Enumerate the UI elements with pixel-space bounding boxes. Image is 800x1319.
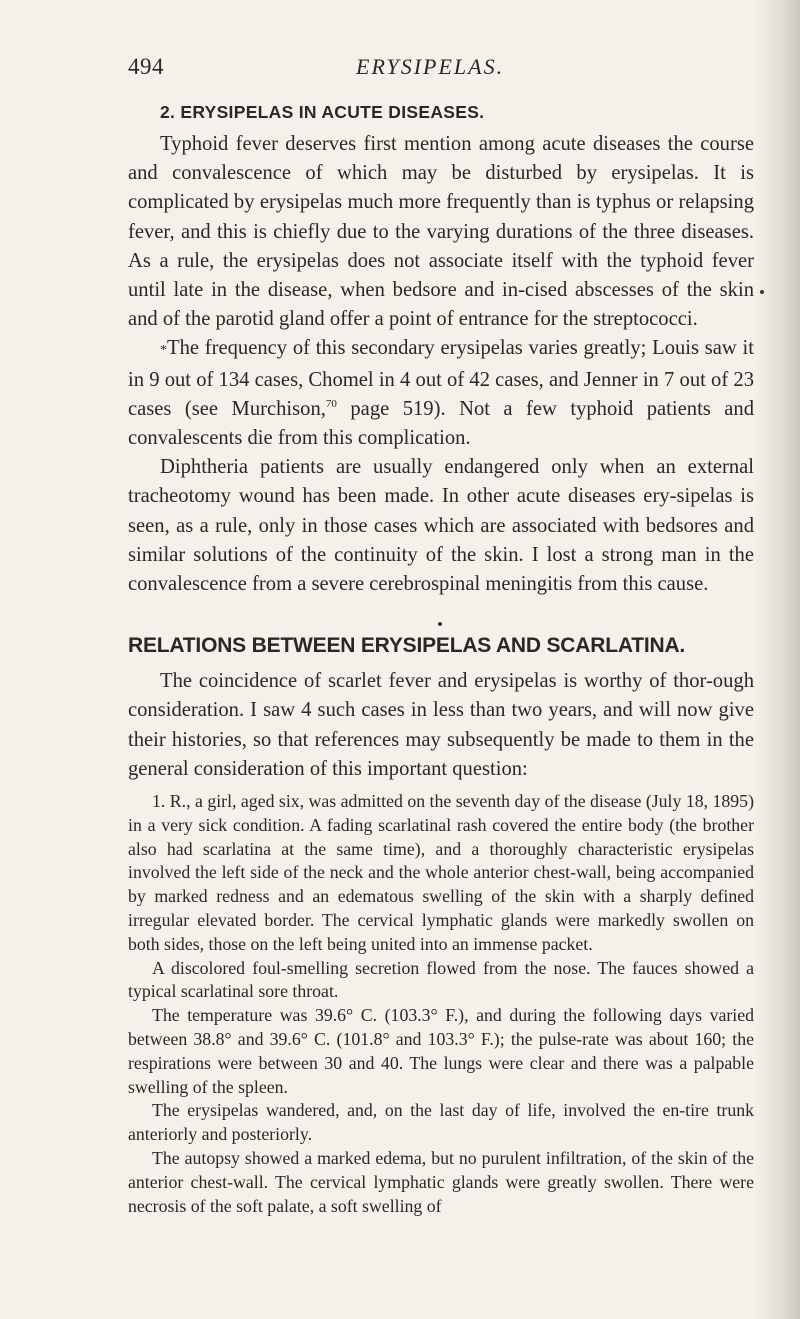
section-heading-acute-diseases: 2. ERYSIPELAS IN ACUTE DISEASES. xyxy=(160,102,485,122)
paragraph-scarlatina-intro: The coincidence of scarlet fever and erysipelas is worthy of thor-ough consideration. I saw 4 such cases in less than two years, and will now give their histories, so that references may subsequently be made to them in the general consideration of this important question: xyxy=(128,670,754,780)
paragraph-frequency-text: The frequency of this secondary erysipelas varies greatly; Louis saw it in 9 out of 134 cases, Chomel in 4 out of 42 cases, and Jenner in 7 out of 23 cases (see Murchison, xyxy=(128,337,754,420)
case-paragraph: The temperature was 39.6° C. (103.3° F.), and during the following days varied between 38.8° and 39.6° C. (101.8° and 103.3° F.); the pulse-rate was about 160; the respirations were between 30 and 40. The lungs were clear and there was a palpable swelling of the spleen. xyxy=(128,1005,754,1097)
ink-speck xyxy=(438,622,442,626)
case-paragraph: The autopsy showed a marked edema, but no purulent infiltration, of the skin of the anterior chest-wall. The cervical lymphatic glands were greatly swollen. There were necrosis of the soft palate, a soft swelling of xyxy=(128,1148,754,1216)
case-paragraph: 1. R., a girl, aged six, was admitted on the seventh day of the disease (July 18, 1895) in a very sick condition. A fading scarlatinal rash covered the entire body (the brother also had scarlatina at the same time), and a thoroughly characteristic erysipelas involved the left side of the neck and the whole anterior chest-wall, being accompanied by marked redness and an edematous swelling of the skin with a sharply defined irregular elevated border. The cervical lymphatic glands were markedly swollen on both sides, those on the left being united into an immense packet. xyxy=(128,791,754,954)
body-text xyxy=(128,100,754,1218)
margin-marker: * xyxy=(160,343,167,359)
ink-speck xyxy=(760,290,764,294)
paragraph-frequency-text-end: page 519). Not a few typhoid patients and convalescents die from this complication. xyxy=(128,397,754,450)
footnote-reference: 70 xyxy=(325,397,337,410)
page-edge-shadow xyxy=(754,0,800,1319)
paragraph-frequency xyxy=(128,334,754,453)
paragraph-typhoid: Typhoid fever deserves first mention among acute diseases the course and convalescence of which may be disturbed by erysipelas. It is complicated by erysipelas much more frequently than is typhus or relapsing fever, and this is chiefly due to the varying durations of the three diseases. As a rule, the erysipelas does not associate itself with the typhoid fever until late in the disease, when bedsore and in-cised abscesses of the skin and of the parotid gland offer a point of entrance for the streptococci. xyxy=(128,133,754,331)
paragraph-diphtheria: Diphtheria patients are usually endangered only when an external tracheotomy wound has been made. In other acute diseases ery-sipelas is seen, as a rule, only in those cases which are associated with bedsores and similar solutions of the continuity of the skin. I lost a strong man in the convalescence from a severe cerebrospinal meningitis from this cause. xyxy=(128,456,754,596)
page-number: 494 xyxy=(128,54,164,79)
case-paragraph: The erysipelas wandered, and, on the last day of life, involved the en-tire trunk anteriorly and posteriorly. xyxy=(128,1100,754,1145)
running-head xyxy=(0,54,800,86)
running-title: ERYSIPELAS. xyxy=(356,54,505,79)
section-spacer xyxy=(128,599,754,631)
section-heading-scarlatina: RELATIONS BETWEEN ERYSIPELAS AND SCARLATINA. xyxy=(128,634,686,658)
case-paragraph: A discolored foul-smelling secretion flowed from the nose. The fauces showed a typical scarlatinal sore throat. xyxy=(128,957,754,1002)
